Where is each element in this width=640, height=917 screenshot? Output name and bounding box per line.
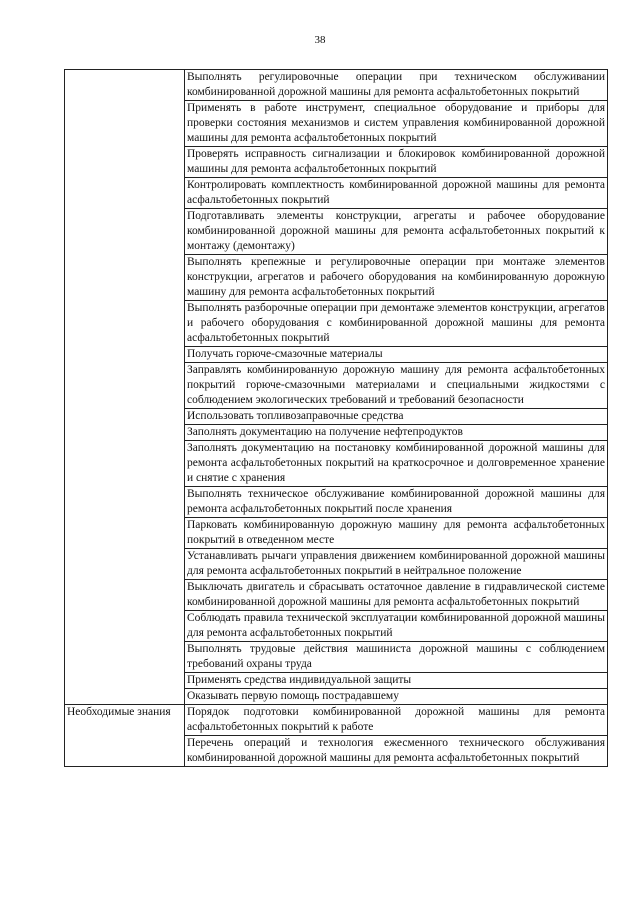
skill-item: Получать горюче-смазочные материалы [185,347,608,363]
skill-item: Проверять исправность сигнализации и блокировок комбинированной дорожной машины для ремонта асфальтобетонных покрытий [185,147,608,178]
skill-item: Выполнять трудовые действия машиниста дорожной машины с соблюдением требований охраны труда [185,642,608,673]
skill-item: Контролировать комплектность комбинированной дорожной машины для ремонта асфальтобетонных покрытий [185,178,608,209]
skill-item: Заполнять документацию на получение нефтепродуктов [185,425,608,441]
knowledge-item: Порядок подготовки комбинированной дорожной машины для ремонта асфальтобетонных покрытий к работе [185,705,608,736]
skill-item: Соблюдать правила технической эксплуатации комбинированной дорожной машины для ремонта асфальтобетонных покрытий [185,611,608,642]
page-number: 38 [314,34,326,46]
skill-item: Выполнять регулировочные операции при техническом обслуживании комбинированной дорожной машины для ремонта асфальтобетонных покрытий [185,70,608,101]
skill-item: Подготавливать элементы конструкции, агрегаты и рабочее оборудование комбинированной дорожной машины для ремонта асфальтобетонных покрытий к монтажу (демонтажу) [185,209,608,255]
skill-item: Заполнять документацию на постановку комбинированной дорожной машины для ремонта асфальтобетонных покрытий на краткосрочное и долговременное хранение и снятие с хранения [185,441,608,487]
skill-item: Выполнять крепежные и регулировочные операции при монтаже элементов конструкции, агрегатов и рабочего оборудования на комбинированную дорожную машину для ремонта асфальтобетонных покрытий [185,255,608,301]
skill-item: Применять средства индивидуальной защиты [185,673,608,689]
skill-item: Выполнять разборочные операции при демонтаже элементов конструкции, агрегатов и рабочего оборудования с комбинированной дорожной машины для ремонта асфальтобетонных покрытий [185,301,608,347]
skill-item: Устанавливать рычаги управления движением комбинированной дорожной машины для ремонта асфальтобетонных покрытий в нейтральное положение [185,549,608,580]
skill-item: Выполнять техническое обслуживание комбинированной дорожной машины для ремонта асфальтобетонных покрытий после хранения [185,487,608,518]
requirements-table [64,69,608,767]
skill-item: Оказывать первую помощь пострадавшему [185,689,608,705]
skill-item: Использовать топливозаправочные средства [185,409,608,425]
skills-label-cell [65,70,185,705]
skill-item: Применять в работе инструмент, специальное оборудование и приборы для проверки состояния механизмов и систем управления комбинированной дорожной машины для ремонта асфальтобетонных покрытий [185,101,608,147]
skill-item: Выключать двигатель и сбрасывать остаточное давление в гидравлической системе комбинированной дорожной машины для ремонта асфальтобетонных покрытий [185,580,608,611]
table-row [65,705,608,736]
table-row [65,70,608,101]
knowledge-label: Необходимые знания [65,705,185,767]
skill-item: Заправлять комбинированную дорожную машину для ремонта асфальтобетонных покрытий горюче-смазочными материалами и специальными жидкостями с соблюдением экологических требований и требований безопасности [185,363,608,409]
knowledge-item: Перечень операций и технология ежесменного технического обслуживания комбинированной дорожной машины для ремонта асфальтобетонных покрытий [185,736,608,767]
skill-item: Парковать комбинированную дорожную машину для ремонта асфальтобетонных покрытий в отведенном месте [185,518,608,549]
